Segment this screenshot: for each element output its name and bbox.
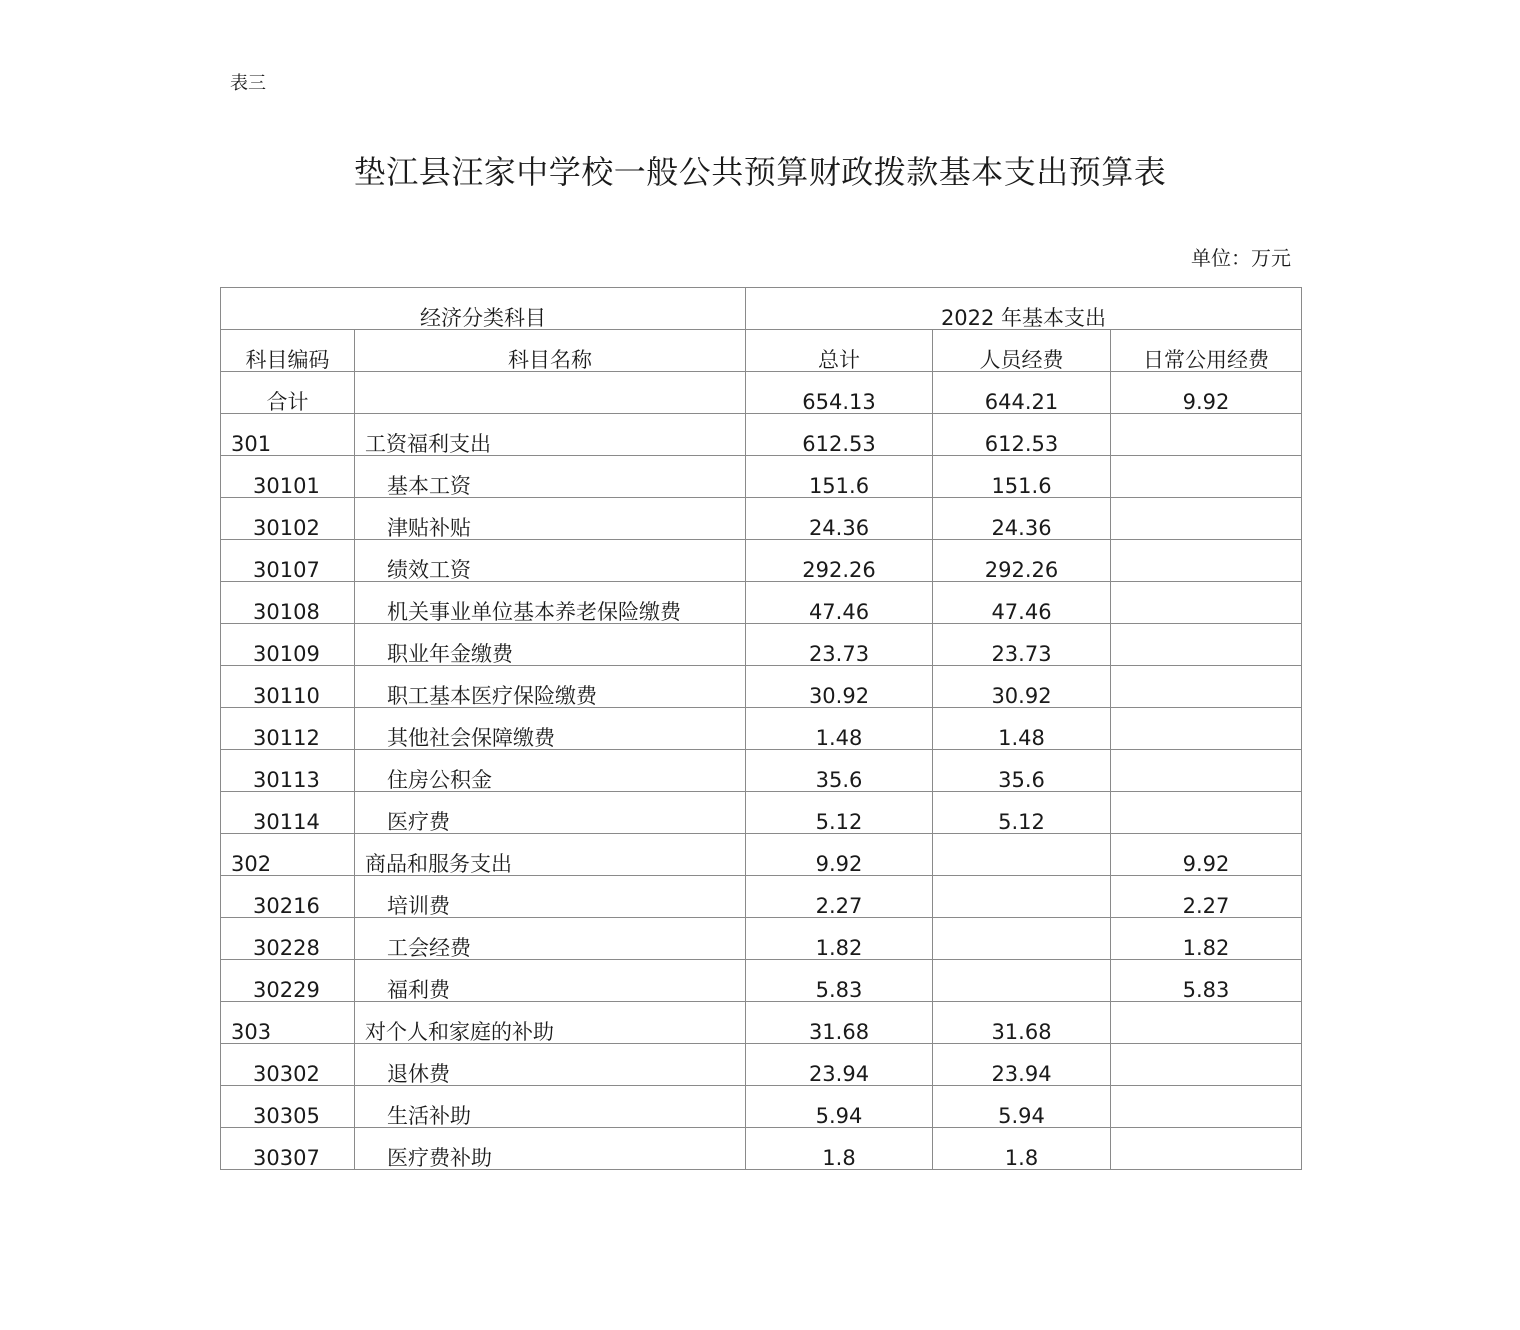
row-name: 基本工资	[355, 456, 746, 498]
row-total: 292.26	[746, 540, 933, 582]
group-header-row	[221, 288, 1302, 330]
table-row	[221, 1086, 1302, 1128]
table-row	[221, 414, 1302, 456]
row-code: 30110	[221, 666, 355, 708]
row-public	[1111, 456, 1302, 498]
row-total: 23.73	[746, 624, 933, 666]
row-name: 机关事业单位基本养老保险缴费	[355, 582, 746, 624]
row-total: 24.36	[746, 498, 933, 540]
budget-table-body	[221, 288, 1302, 1170]
table-row	[221, 666, 1302, 708]
budget-table	[220, 287, 1302, 1170]
row-public	[1111, 414, 1302, 456]
row-personnel: 23.94	[933, 1044, 1111, 1086]
row-total: 1.48	[746, 708, 933, 750]
classification-header: 经济分类科目	[221, 288, 746, 330]
row-total: 151.6	[746, 456, 933, 498]
year-budget-header: 2022 年基本支出	[746, 288, 1302, 330]
column-header-code: 科目编码	[221, 330, 355, 372]
row-personnel	[933, 918, 1111, 960]
row-code: 30102	[221, 498, 355, 540]
table-row	[221, 624, 1302, 666]
row-public	[1111, 792, 1302, 834]
column-header-row	[221, 330, 1302, 372]
row-name: 工资福利支出	[355, 414, 746, 456]
row-name: 医疗费	[355, 792, 746, 834]
row-public: 1.82	[1111, 918, 1302, 960]
total-amount: 654.13	[746, 372, 933, 414]
total-personnel: 644.21	[933, 372, 1111, 414]
row-name: 职业年金缴费	[355, 624, 746, 666]
row-personnel: 5.94	[933, 1086, 1111, 1128]
row-total: 1.82	[746, 918, 933, 960]
row-total: 5.94	[746, 1086, 933, 1128]
row-public	[1111, 624, 1302, 666]
row-personnel	[933, 960, 1111, 1002]
row-code: 30107	[221, 540, 355, 582]
table-row	[221, 1044, 1302, 1086]
row-public	[1111, 666, 1302, 708]
row-personnel: 292.26	[933, 540, 1111, 582]
row-name: 商品和服务支出	[355, 834, 746, 876]
row-personnel	[933, 834, 1111, 876]
row-personnel: 47.46	[933, 582, 1111, 624]
row-total: 5.83	[746, 960, 933, 1002]
row-total: 2.27	[746, 876, 933, 918]
row-name: 住房公积金	[355, 750, 746, 792]
row-personnel: 35.6	[933, 750, 1111, 792]
table-row	[221, 540, 1302, 582]
row-name: 职工基本医疗保险缴费	[355, 666, 746, 708]
row-total: 5.12	[746, 792, 933, 834]
table-row	[221, 960, 1302, 1002]
row-total: 35.6	[746, 750, 933, 792]
total-row	[221, 372, 1302, 414]
table-row	[221, 1002, 1302, 1044]
row-personnel: 30.92	[933, 666, 1111, 708]
row-total: 23.94	[746, 1044, 933, 1086]
row-name: 医疗费补助	[355, 1128, 746, 1170]
row-name: 津贴补贴	[355, 498, 746, 540]
total-label: 合计	[221, 372, 355, 414]
row-public: 9.92	[1111, 834, 1302, 876]
row-public	[1111, 708, 1302, 750]
row-name: 对个人和家庭的补助	[355, 1002, 746, 1044]
unit-label: 单位：万元	[1191, 246, 1291, 270]
row-total: 47.46	[746, 582, 933, 624]
total-public: 9.92	[1111, 372, 1302, 414]
table-row	[221, 918, 1302, 960]
table-row	[221, 582, 1302, 624]
row-name: 培训费	[355, 876, 746, 918]
table-row	[221, 750, 1302, 792]
row-personnel: 151.6	[933, 456, 1111, 498]
row-name: 其他社会保障缴费	[355, 708, 746, 750]
column-header-total: 总计	[746, 330, 933, 372]
row-personnel: 24.36	[933, 498, 1111, 540]
row-public: 2.27	[1111, 876, 1302, 918]
row-personnel: 5.12	[933, 792, 1111, 834]
row-public	[1111, 1086, 1302, 1128]
row-public	[1111, 750, 1302, 792]
row-total: 30.92	[746, 666, 933, 708]
row-code: 30228	[221, 918, 355, 960]
row-public	[1111, 582, 1302, 624]
row-code: 30302	[221, 1044, 355, 1086]
table-row	[221, 498, 1302, 540]
row-code: 30307	[221, 1128, 355, 1170]
column-header-personnel: 人员经费	[933, 330, 1111, 372]
row-code: 30305	[221, 1086, 355, 1128]
row-code: 303	[221, 1002, 355, 1044]
table-row	[221, 876, 1302, 918]
row-code: 30101	[221, 456, 355, 498]
row-public	[1111, 1002, 1302, 1044]
table-row	[221, 1128, 1302, 1170]
row-public	[1111, 1044, 1302, 1086]
row-code: 302	[221, 834, 355, 876]
document-title: 垫江县汪家中学校一般公共预算财政拨款基本支出预算表	[353, 153, 1167, 191]
row-code: 30229	[221, 960, 355, 1002]
row-name: 退休费	[355, 1044, 746, 1086]
row-name: 工会经费	[355, 918, 746, 960]
row-personnel: 23.73	[933, 624, 1111, 666]
row-code: 30114	[221, 792, 355, 834]
table-row	[221, 834, 1302, 876]
row-total: 612.53	[746, 414, 933, 456]
row-code: 30216	[221, 876, 355, 918]
row-personnel: 1.8	[933, 1128, 1111, 1170]
table-row	[221, 792, 1302, 834]
row-total: 1.8	[746, 1128, 933, 1170]
row-public: 5.83	[1111, 960, 1302, 1002]
row-name: 福利费	[355, 960, 746, 1002]
row-code: 30108	[221, 582, 355, 624]
row-personnel: 1.48	[933, 708, 1111, 750]
row-code: 301	[221, 414, 355, 456]
row-public	[1111, 540, 1302, 582]
row-name: 生活补助	[355, 1086, 746, 1128]
total-name	[355, 372, 746, 414]
row-personnel: 612.53	[933, 414, 1111, 456]
row-code: 30112	[221, 708, 355, 750]
table-row	[221, 708, 1302, 750]
table-label: 表三	[230, 73, 266, 94]
row-code: 30109	[221, 624, 355, 666]
table-row	[221, 456, 1302, 498]
row-public	[1111, 498, 1302, 540]
row-public	[1111, 1128, 1302, 1170]
column-header-name: 科目名称	[355, 330, 746, 372]
row-name: 绩效工资	[355, 540, 746, 582]
row-total: 9.92	[746, 834, 933, 876]
row-code: 30113	[221, 750, 355, 792]
column-header-public: 日常公用经费	[1111, 330, 1302, 372]
row-total: 31.68	[746, 1002, 933, 1044]
row-personnel	[933, 876, 1111, 918]
row-personnel: 31.68	[933, 1002, 1111, 1044]
